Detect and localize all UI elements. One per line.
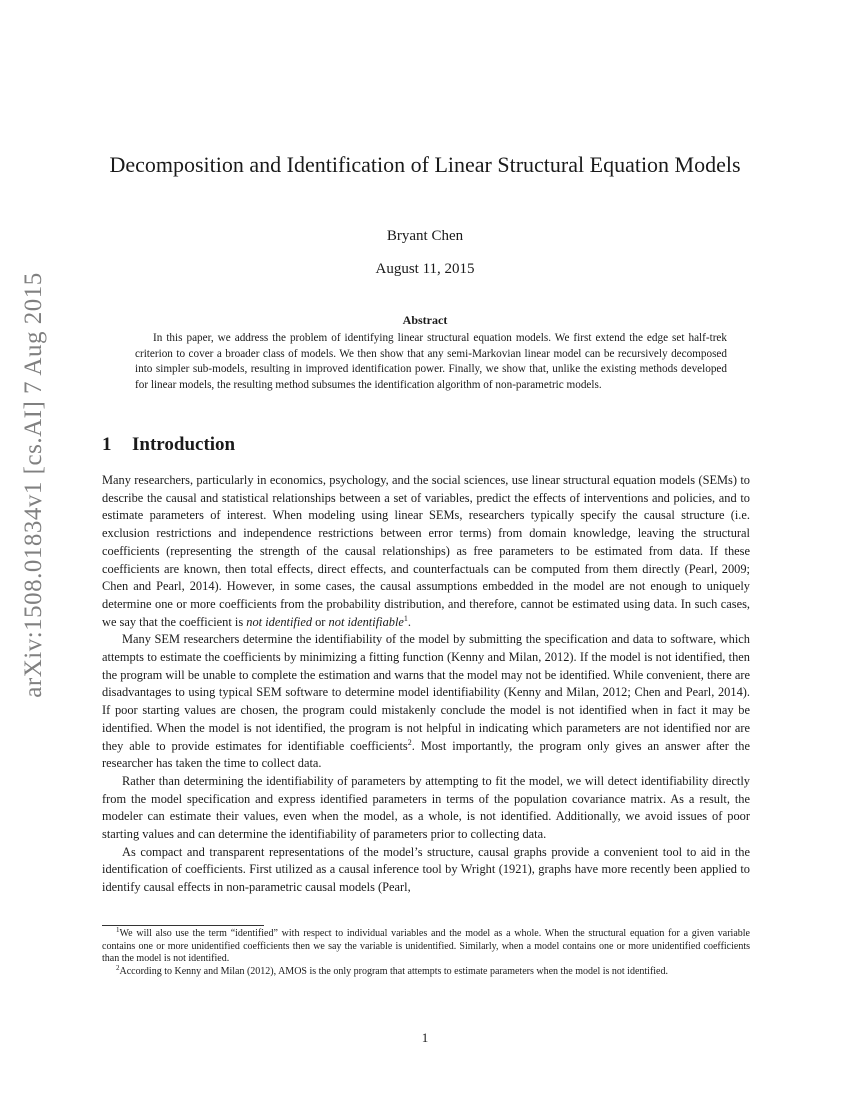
footnote-divider — [102, 925, 264, 926]
arxiv-stamp — [4, 272, 64, 698]
paragraph-2-text: Many SEM researchers determine the identifiability of the model by submitting the specification and data to software, which attempts to estimate the coefficients by minimizing a fitting function (Kenny and Milan, 2012). If the model is not identified, then the program will be unable to complete the estimation and warns that the model may not be identified. While convenient, there are disadvantages to using typical SEM software to determine model identifiability (Kenny and Milan, 2012; Chen and Pearl, 2014). If poor starting values are chosen, the program could mistakenly conclude the model is not identified when in fact it may be identified. When the model is not identified, the program is not helpful in indicating which parameters are not identified nor are they able to provide estimates for identifiable coefficients — [102, 632, 750, 753]
footnote-ref-1[interactable]: 1 — [403, 613, 408, 623]
paper-date: August 11, 2015 — [375, 261, 475, 277]
footnote-1-mark: 1 — [116, 926, 120, 934]
paragraph-2 — [102, 631, 750, 773]
abstract-text: In this paper, we address the problem of identifying linear structural equation models. We first extend the edge set half-trek criterion to cover a broader class of models. We then show that any semi-Markovian linear model can be recursively decomposed into simpler sub-models, resulting in improved identification power. Finally, we show that, unlike the existing methods developed for linear models, the resulting method subsumes the identification algorithm of non-parametric models. — [135, 332, 727, 391]
paragraph-1-text: Many researchers, particularly in economics, psychology, and the social sciences, use linear structural equation models (SEMs) to describe the causal and statistical relationships between a set of variables, predict the effects of interventions and policies, and to estimate parameters of interest. When modeling using linear SEMs, researchers typically specify the causal structure (i.e. exclusion restrictions and independence restrictions between error terms) from domain knowledge, leaving the structural coefficients (representing the strength of the causal relationships) as free parameters to be estimated from data. If these coefficients are known, then total effects, direct effects, and counterfactuals can be computed from them directly (Pearl, 2009; Chen and Pearl, 2014). However, in some cases, the causal assumptions embedded in the model are not enough to uniquely determine one or more coefficients from the probability distribution, and therefore, cannot be estimated using data. In such cases, we say that the coefficient is — [102, 473, 750, 629]
footnote-2-text: According to Kenny and Milan (2012), AMOS is the only program that attempts to estimate parameters when the model is not identified. — [119, 965, 668, 977]
author-name: Bryant Chen — [386, 228, 464, 244]
paragraph-1-end: . — [407, 614, 412, 629]
section-title: Introduction — [132, 434, 236, 455]
emphasis-not-identifiable: not identifiable — [328, 614, 404, 629]
arxiv-identifier: arXiv:1508.01834v1 [cs.AI] 7 Aug 2015 — [20, 272, 47, 698]
paragraph-4: As compact and transparent representations of the model’s structure, causal graphs provide a convenient tool to aid in the identification of coefficients. First utilized as a causal inference tool by Wright (1921), graphs have more recently been applied to identify causal effects in non-parametric causal models (Pearl, — [102, 844, 750, 895]
footnotes — [102, 928, 750, 978]
section-number: 1 — [102, 434, 112, 455]
footnote-2 — [102, 963, 750, 979]
paragraph-1 — [102, 472, 750, 631]
footnote-ref-2[interactable]: 2 — [407, 737, 412, 747]
paragraph-3: Rather than determining the identifiability of parameters by attempting to fit the model, we will detect identifiability directly from the model specification and express identified parameters in terms of the population covariance matrix. As a result, the modeler can estimate their values, even when the model, as a whole, is not identified. Additionally, we avoid issues of poor starting values and can determine the identifiability of parameters prior to collecting data. — [102, 773, 750, 842]
conjunction-or: or — [312, 614, 329, 629]
section-heading — [102, 434, 235, 456]
abstract-heading: Abstract — [402, 313, 448, 327]
footnote-1-text: We will also use the term “identified” with respect to individual variables and the model as a whole. When the structural equation for a given variable contains one or more unidentified coefficients then we say the variable is unidentified. Similarly, when a model contains one or more unidentified coefficients than the model is not identified. — [102, 928, 750, 965]
emphasis-not-identified: not identified — [246, 614, 313, 629]
paper-title: Decomposition and Identification of Linear Structural Equation Models — [109, 152, 741, 177]
body-text — [102, 472, 750, 897]
paragraph-2-end: . Most importantly, the program only gives an answer after the researcher has taken the time to collect data. — [102, 738, 751, 771]
page-number: 1 — [421, 1030, 429, 1045]
footnote-1 — [102, 928, 750, 966]
footnote-2-mark: 2 — [116, 963, 120, 972]
